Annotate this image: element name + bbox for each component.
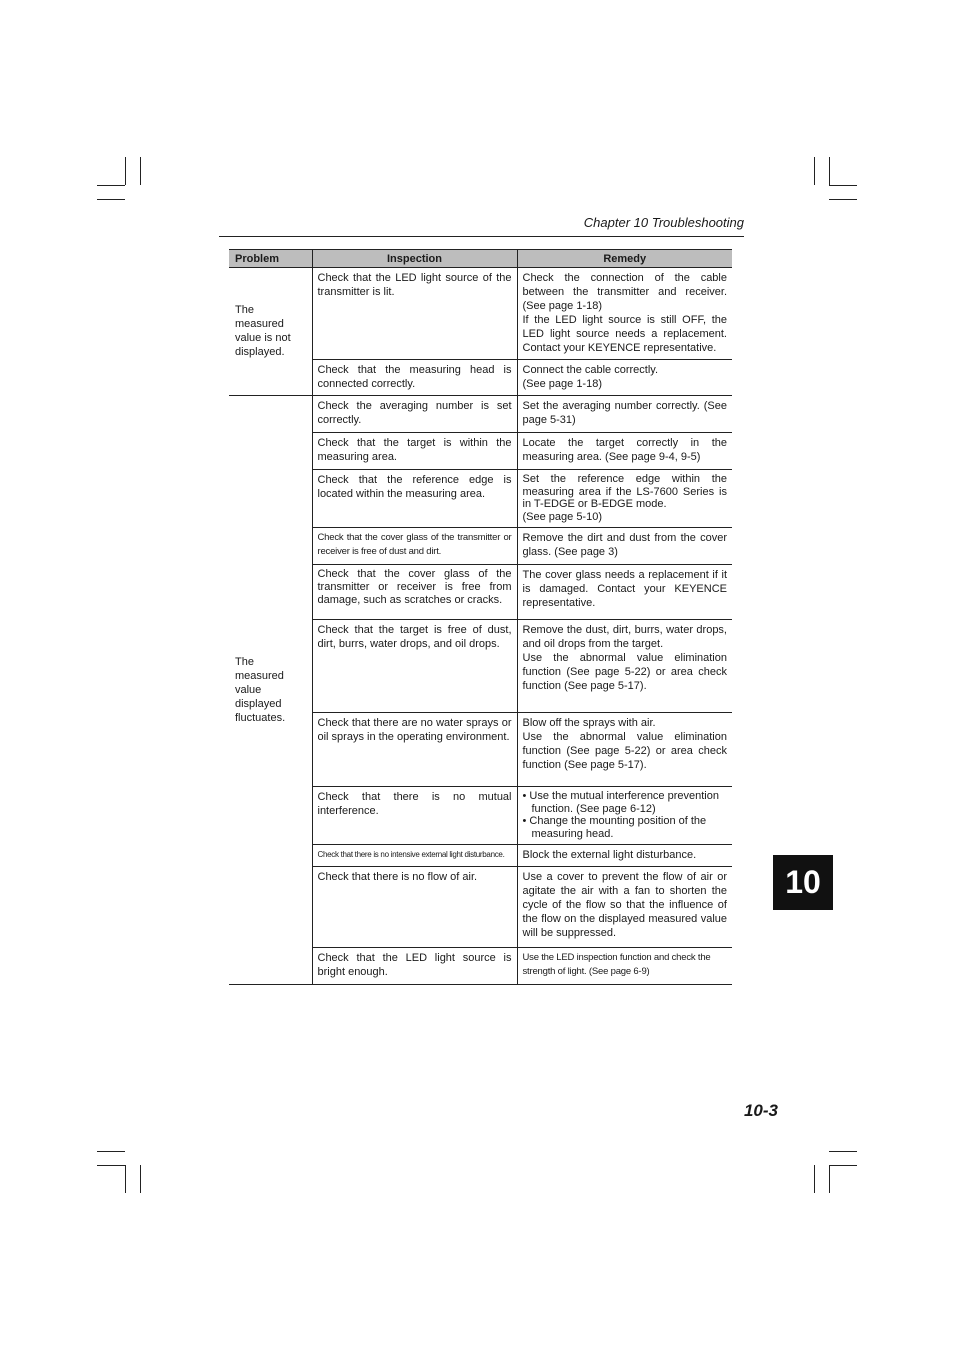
crop-mark bbox=[97, 1165, 125, 1166]
remedy-cell: Blow off the sprays with air. Use the abnormal value elimination function (See page 5-22) or area check function (See page 5-17). bbox=[517, 713, 732, 787]
running-header: Chapter 10 Troubleshooting bbox=[583, 215, 744, 230]
inspection-cell: Check that the reference edge is located within the measuring area. bbox=[312, 470, 517, 528]
crop-mark bbox=[829, 157, 830, 185]
crop-mark bbox=[829, 1165, 830, 1193]
crop-mark bbox=[97, 1151, 125, 1152]
inspection-cell: Check that there is no mutual interference. bbox=[312, 787, 517, 845]
remedy-cell: Locate the target correctly in the measuring area. (See page 9-4, 9-5) bbox=[517, 433, 732, 470]
crop-mark bbox=[829, 1165, 857, 1166]
remedy-cell: Set the averaging number correctly. (See page 5-31) bbox=[517, 396, 732, 433]
inspection-cell: Check that the cover glass of the transmitter or receiver is free from damage, such as scratches or cracks. bbox=[312, 565, 517, 620]
problem-cell: The measured value is not displayed. bbox=[229, 268, 312, 396]
remedy-cell bbox=[517, 787, 732, 845]
inspection-cell: Check that the LED light source is bright enough. bbox=[312, 948, 517, 985]
crop-mark bbox=[814, 1165, 815, 1193]
remedy-cell: Remove the dirt and dust from the cover glass. (See page 3) bbox=[517, 528, 732, 565]
crop-mark bbox=[125, 157, 126, 185]
inspection-cell: Check that the LED light source of the transmitter is lit. bbox=[312, 268, 517, 360]
crop-mark bbox=[140, 1165, 141, 1193]
remedy-bullet: • Use the mutual interference prevention function. (See page 6-12) bbox=[522, 790, 719, 815]
remedy-bullet: • Change the mounting position of the measuring head. bbox=[522, 815, 707, 840]
remedy-bullet-list bbox=[523, 790, 728, 840]
crop-mark bbox=[829, 185, 857, 186]
crop-mark bbox=[125, 1165, 126, 1193]
inspection-cell: Check the averaging number is set correctly. bbox=[312, 396, 517, 433]
table-row bbox=[229, 268, 732, 360]
remedy-cell: Set the reference edge within the measuring area if the LS-7600 Series is in T-EDGE or B-EDGE mode. (See page 5-10) bbox=[517, 470, 732, 528]
crop-mark bbox=[829, 199, 857, 200]
column-header-problem: Problem bbox=[229, 250, 312, 268]
header-rule bbox=[219, 236, 744, 237]
column-header-remedy: Remedy bbox=[517, 250, 732, 268]
page-number: 10-3 bbox=[743, 1101, 778, 1120]
troubleshooting-table bbox=[229, 249, 732, 985]
remedy-cell: Use a cover to prevent the flow of air or agitate the air with a fan to shorten the cycle of the flow so that the influence of the flow on the displayed measured value will be suppressed. bbox=[517, 867, 732, 948]
table-row bbox=[229, 396, 732, 433]
crop-mark bbox=[140, 157, 141, 185]
inspection-cell: Check that there is no intensive external light disturbance. bbox=[312, 845, 517, 867]
remedy-cell: Connect the cable correctly. (See page 1-18) bbox=[517, 360, 732, 396]
inspection-cell: Check that there is no flow of air. bbox=[312, 867, 517, 948]
remedy-cell: Block the external light disturbance. bbox=[517, 845, 732, 867]
inspection-cell: Check that the target is free of dust, dirt, burrs, water drops, and oil drops. bbox=[312, 620, 517, 713]
remedy-cell: Check the connection of the cable between the transmitter and receiver. (See page 1-18) If the LED light source is still OFF, the LED light source needs a replacement. Contact your KEYENCE representative. bbox=[517, 268, 732, 360]
crop-mark bbox=[97, 185, 125, 186]
inspection-cell: Check that the cover glass of the transmitter or receiver is free of dust and dirt. bbox=[312, 528, 517, 565]
table-header-row bbox=[229, 250, 732, 268]
crop-mark bbox=[814, 157, 815, 185]
inspection-cell: Check that the measuring head is connected correctly. bbox=[312, 360, 517, 396]
inspection-cell: Check that the target is within the measuring area. bbox=[312, 433, 517, 470]
column-header-inspection: Inspection bbox=[312, 250, 517, 268]
remedy-cell: The cover glass needs a replacement if it is damaged. Contact your KEYENCE representative. bbox=[517, 565, 732, 620]
crop-mark bbox=[829, 1151, 857, 1152]
inspection-cell: Check that there are no water sprays or oil sprays in the operating environment. bbox=[312, 713, 517, 787]
remedy-cell: Use the LED inspection function and check the strength of light. (See page 6-9) bbox=[517, 948, 732, 985]
crop-mark bbox=[97, 199, 125, 200]
problem-cell: The measured value displayed fluctuates. bbox=[229, 396, 312, 985]
chapter-tab: 10 bbox=[773, 855, 833, 910]
remedy-cell: Remove the dust, dirt, burrs, water drops, and oil drops from the target. Use the abnormal value elimination function (See page 5-22) or area check function (See page 5-17). bbox=[517, 620, 732, 713]
